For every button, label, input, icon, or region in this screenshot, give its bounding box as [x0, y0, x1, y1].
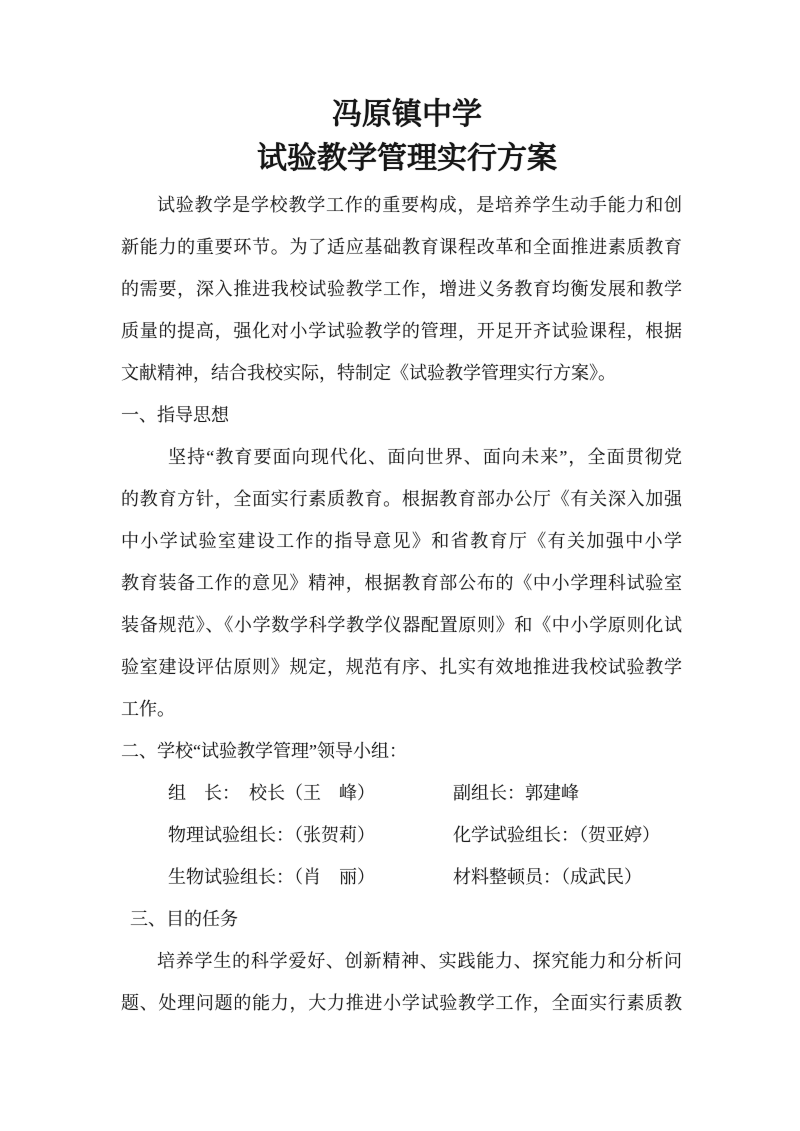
body-text-line: 验室建设评估原则》规定，规范有序、扎实有效地推进我校试验教学 — [121, 657, 682, 677]
body-text-line: 培养学生的科学爱好、创新精神、实践能力、探究能力和分析问 — [157, 951, 682, 971]
document-body — [121, 184, 682, 1024]
body-text-line: 中小学试验室建设工作的指导意见》和省教育厅《有关加强中小学 — [121, 531, 682, 551]
body-text-line: 题、处理问题的能力，大力推进小学试验教学工作，全面实行素质教 — [121, 993, 682, 1013]
body-text-line: 新能力的重要环节。为了适应基础教育课程改革和全面推进素质教育 — [121, 237, 682, 257]
body-text-line: 质量的提高，强化对小学试验教学的管理，开足开齐试验课程，根据 — [121, 321, 682, 341]
leadership-left: 组 长： 校长（王 峰） — [168, 783, 375, 803]
doc-title-school-name: 冯原镇中学 — [332, 98, 482, 131]
body-text-line: 工作。 — [121, 699, 175, 719]
leadership-right: 化学试验组长：（贺亚婷） — [453, 825, 660, 845]
document-title — [14, 93, 800, 181]
body-text-line: 的教育方针，全面实行素质教育。根据教育部办公厅《有关深入加强 — [121, 489, 682, 509]
body-text-line: 装备规范》、《小学数学科学教学仪器配置原则》和《中小学原则化试 — [121, 615, 682, 635]
body-text-line: 试验教学是学校教学工作的重要构成，是培养学生动手能力和创 — [157, 195, 682, 215]
body-text-line: 的需要，深入推进我校试验教学工作，增进义务教育均衡发展和教学 — [121, 279, 682, 299]
body-text-line: 坚持“教育要面向现代化、面向世界、面向未来”，全面贯彻党 — [168, 447, 682, 467]
leadership-row — [121, 856, 682, 898]
heading-section-2: 二、学校“试验教学管理”领导小组： — [121, 741, 407, 761]
body-text-line: 文献精神，结合我校实际，特制定《试验教学管理实行方案》。 — [121, 363, 616, 383]
heading-section-3: 三、目的任务 — [130, 909, 238, 929]
body-text-line: 教育装备工作的意见》精神，根据教育部公布的《中小学理科试验室 — [121, 573, 682, 593]
leadership-right: 材料整顿员：（成武民） — [453, 867, 642, 887]
doc-title-plan-name: 试验教学管理实行方案 — [257, 142, 557, 175]
heading-section-1: 一、指导思想 — [121, 405, 229, 425]
leadership-row — [121, 814, 682, 856]
leadership-left: 物理试验组长：（张贺莉） — [168, 825, 375, 845]
leadership-row — [121, 772, 682, 814]
leadership-left: 生物试验组长：（肖 丽） — [168, 867, 375, 887]
leadership-right: 副组长：郭建峰 — [453, 783, 579, 803]
